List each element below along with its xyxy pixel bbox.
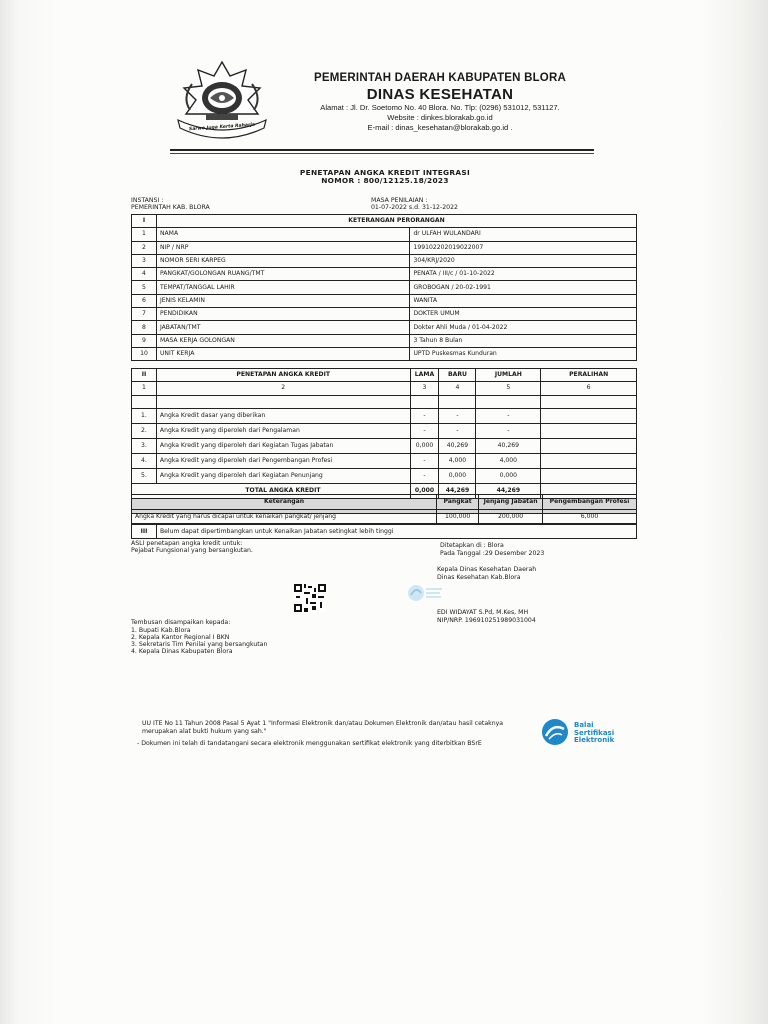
section3-row (132, 525, 637, 539)
row-no: 1. (132, 408, 157, 423)
row-peralihan (541, 423, 637, 438)
row-jumlah: 0,000 (476, 468, 541, 483)
row-label: Angka Kredit yang diperoleh dari Kegiatan Tugas Jabatan (156, 438, 410, 453)
document-title: PENETAPAN ANGKA KREDIT INTEGRASI (299, 168, 471, 177)
jenjang-header: Jenjang Jabatan (479, 495, 543, 510)
table-row (132, 468, 637, 483)
row-lama: - (410, 423, 439, 438)
row-lama: 0,000 (410, 438, 439, 453)
footer-bsre-note: - Dokumen ini telah di tandatangani secara elektronik menggunakan sertifikat elektronik yang diterbitkan BSrE (137, 740, 482, 747)
bsre-text-line: Sertifikasi (574, 728, 615, 737)
jenjang-value: 200,000 (479, 510, 543, 524)
tembusan-title: Tembusan disampaikan kepada: (131, 619, 231, 626)
table-row (132, 294, 637, 307)
tanggal-penetapan: Pada Tanggal :29 Desember 2023 (440, 550, 545, 557)
bsre-text-line: Balai (574, 721, 594, 729)
section3-table (131, 524, 637, 539)
row-no: 9 (132, 334, 157, 347)
table-row (132, 453, 637, 468)
row-lama: - (410, 468, 439, 483)
section1-number: I (132, 215, 157, 228)
masa-penilaian-label: MASA PENILAIAN : (371, 197, 428, 204)
row-baru: 4,000 (439, 453, 476, 468)
row-peralihan (541, 408, 637, 423)
row-label: Angka Kredit yang diperoleh dari Kegiatan Penunjang (156, 468, 410, 483)
col-number: 5 (476, 382, 541, 395)
pengembangan-header: Pengembangan Profesi (543, 495, 637, 510)
table-row (132, 228, 637, 241)
total-baru: 44,269 (439, 483, 476, 498)
row-label: PENDIDIKAN (156, 308, 409, 321)
table-row (132, 241, 637, 254)
gap-row (132, 395, 637, 408)
row-value: UPTD Puskesmas Kunduran (410, 347, 637, 360)
pengembangan-value: 6,000 (543, 510, 637, 524)
col-number: 2 (156, 382, 410, 395)
column-number-row (132, 382, 637, 395)
asli-line2: Pejabat Fungsional yang bersangkutan. (131, 547, 253, 554)
section2-number: II (132, 369, 157, 382)
section2-title: PENETAPAN ANGKA KREDIT (156, 369, 410, 382)
table-row (132, 438, 637, 453)
table-row (132, 347, 637, 360)
footer-uu-ite-line2: merupakan alat bukti hukum yang sah." (142, 728, 267, 735)
logo-motto: Sarwo Juga Kerta Raharja (188, 122, 256, 133)
instansi-label: INSTANSI : (131, 197, 164, 204)
signer-nip: NIP/NRP. 196910251989031004 (437, 617, 536, 624)
section3-text: Belum dapat dipertimbangkan untuk Kenaikan Jabatan setingkat lebih tinggi (156, 525, 636, 539)
col-number: 3 (410, 382, 439, 395)
bsre-logo-icon (540, 717, 570, 747)
row-value: dr ULFAH WULANDARI (410, 228, 637, 241)
row-no: 2. (132, 423, 157, 438)
letterhead-office: DINAS KESEHATAN (366, 86, 514, 103)
total-label: TOTAL ANGKA KREDIT (156, 483, 410, 498)
row-label: NOMOR SERI KARPEG (156, 254, 409, 267)
row-peralihan (541, 438, 637, 453)
table-row (132, 510, 637, 524)
row-no: 2 (132, 241, 157, 254)
row-label: PANGKAT/GOLONGAN RUANG/TMT (156, 268, 409, 281)
document-number: NOMOR : 800/12125.18/2023 (321, 176, 449, 185)
tembusan-item: 3. Sekretaris Tim Penilai yang bersangkutan (131, 641, 268, 648)
section1-table (131, 214, 637, 361)
row-baru: 40,269 (439, 438, 476, 453)
row-no: 10 (132, 347, 157, 360)
row-lama: - (410, 453, 439, 468)
row-baru: 0,000 (439, 468, 476, 483)
letterhead-rule-thick (170, 149, 594, 151)
row-no: 6 (132, 294, 157, 307)
row-label: Angka Kredit yang diperoleh dari Pengembangan Profesi (156, 453, 410, 468)
table-row (132, 281, 637, 294)
letterhead-rule-thin (170, 153, 594, 154)
row-baru: - (439, 408, 476, 423)
row-no: 4 (132, 268, 157, 281)
row-value: WANITA (410, 294, 637, 307)
col-lama-header: LAMA (410, 369, 439, 382)
total-jumlah: 44,269 (476, 483, 541, 498)
row-label: JABATAN/TMT (156, 321, 409, 334)
letterhead-government: PEMERINTAH DAERAH KABUPATEN BLORA (314, 72, 566, 84)
pangkat-header: Pangkat (437, 495, 479, 510)
row-label: JENIS KELAMIN (156, 294, 409, 307)
row-label: Angka Kredit dasar yang diberikan (156, 408, 410, 423)
col-number: 1 (132, 382, 157, 395)
row-baru: - (439, 423, 476, 438)
row-no: 3. (132, 438, 157, 453)
row-peralihan (541, 453, 637, 468)
qr-code-icon (294, 584, 326, 612)
keterangan-header: Keterangan (132, 495, 437, 510)
row-value: 3 Tahun 8 Bulan (410, 334, 637, 347)
section1-title: KETERANGAN PERORANGAN (156, 215, 636, 228)
section1-header-row (132, 215, 637, 228)
table-row (132, 268, 637, 281)
table-row (132, 423, 637, 438)
row-jumlah: - (476, 423, 541, 438)
row-label: TEMPAT/TANGGAL LAHIR (156, 281, 409, 294)
bsre-text-line: Elektronik (574, 736, 615, 744)
table-row (132, 254, 637, 267)
row-label: UNIT KERJA (156, 347, 409, 360)
row-lama: - (410, 408, 439, 423)
col-number: 4 (439, 382, 476, 395)
section2-table (131, 368, 637, 514)
row-value: 199102202019022007 (410, 241, 637, 254)
row-jumlah: 40,269 (476, 438, 541, 453)
letterhead-email: E-mail : dinas_kesehatan@blorakab.go.id . (367, 123, 513, 132)
keterangan-table (131, 494, 637, 524)
masa-penilaian-value: 01-07-2022 s.d. 31-12-2022 (371, 204, 458, 211)
instansi-value: PEMERINTAH KAB. BLORA (131, 204, 210, 211)
jabatan-line1: Kepala Dinas Kesehatan Daerah (437, 566, 537, 573)
row-no: 4. (132, 453, 157, 468)
row-no: 7 (132, 308, 157, 321)
section3-number: III (132, 525, 157, 539)
table-row (132, 308, 637, 321)
letterhead-website: Website : dinkes.blorakab.go.id (387, 113, 493, 122)
col-baru-header: BARU (439, 369, 476, 382)
total-lama: 0,000 (410, 483, 439, 498)
row-label: Angka Kredit yang diperoleh dari Pengalaman (156, 423, 410, 438)
row-no: 5 (132, 281, 157, 294)
row-value: 304/KRJ/2020 (410, 254, 637, 267)
row-no: 3 (132, 254, 157, 267)
bsre-watermark-icon (406, 582, 446, 604)
footer-uu-ite-line1: UU ITE No 11 Tahun 2008 Pasal 5 Ayat 1 "Informasi Elektronik dan/atau Dokumen Elektronik dan/atau hasil cetaknya (142, 720, 504, 727)
tembusan-item: 4. Kepala Dinas Kabupaten Blora (131, 648, 233, 655)
ditetapkan-di: Ditetapkan di : Blora (440, 542, 504, 549)
keterangan-header-row (132, 495, 637, 510)
col-jumlah-header: JUMLAH (476, 369, 541, 382)
row-label: NIP / NRP (156, 241, 409, 254)
col-number: 6 (541, 382, 637, 395)
col-peralihan-header: PERALIHAN (541, 369, 637, 382)
row-value: Dokter Ahli Muda / 01-04-2022 (410, 321, 637, 334)
tembusan-item: 1. Bupati Kab.Blora (131, 627, 191, 634)
tembusan-item: 2. Kepala Kantor Regional I BKN (131, 634, 230, 641)
keterangan-label: Angka Kredit yang harus dicapai untuk kenaikan pangkat/ jenjang (132, 510, 437, 524)
bsre-logo-text (574, 722, 614, 745)
jabatan-line2: Dinas Kesehatan Kab.Blora (437, 574, 521, 581)
table-row (132, 321, 637, 334)
row-jumlah: - (476, 408, 541, 423)
asli-line1: ASLI penetapan angka kredit untuk: (131, 540, 243, 547)
row-label: MASA KERJA GOLONGAN (156, 334, 409, 347)
section2-header-row (132, 369, 637, 382)
row-value: GROBOGAN / 20-02-1991 (410, 281, 637, 294)
row-peralihan (541, 468, 637, 483)
row-value: DOKTER UMUM (410, 308, 637, 321)
row-no: 1 (132, 228, 157, 241)
row-label: NAMA (156, 228, 409, 241)
pangkat-value: 100,000 (437, 510, 479, 524)
letterhead-address: Alamat : Jl. Dr. Soetomo No. 40 Blora. No. Tlp: (0296) 531012, 531127. (320, 103, 560, 112)
table-row (132, 408, 637, 423)
row-jumlah: 4,000 (476, 453, 541, 468)
row-no: 8 (132, 321, 157, 334)
table-row (132, 334, 637, 347)
row-value: PENATA / III/c / 01-10-2022 (410, 268, 637, 281)
row-no: 5. (132, 468, 157, 483)
signer-name: EDI WIDAYAT S.Pd, M.Kes, MH (437, 609, 529, 616)
